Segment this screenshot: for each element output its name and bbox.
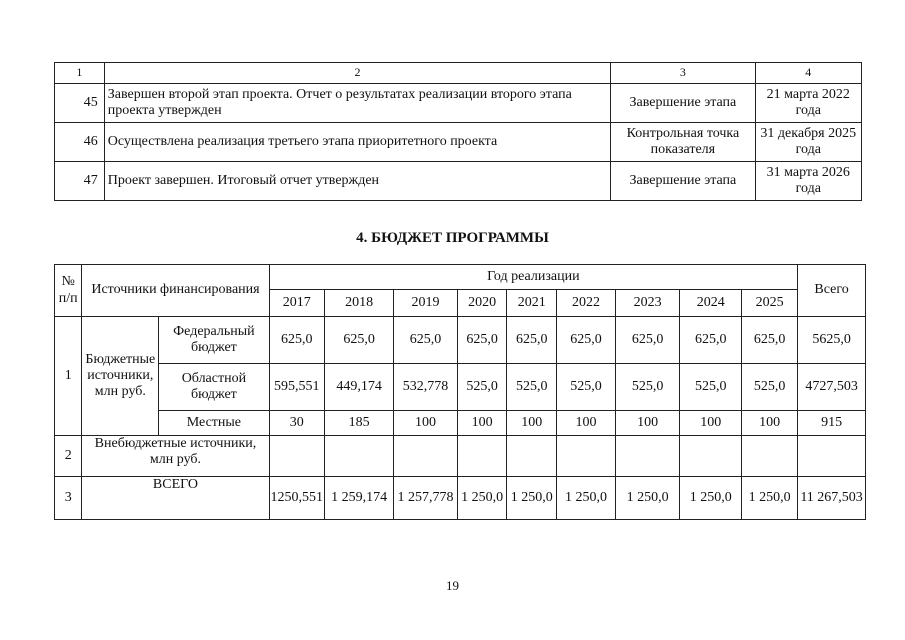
value-cell: 185 bbox=[325, 411, 394, 436]
value-cell: 1 250,0 bbox=[507, 477, 557, 520]
value-cell: 625,0 bbox=[457, 317, 507, 364]
milestone-type: Завершение этапа bbox=[611, 84, 755, 123]
total-header: Всего bbox=[798, 265, 866, 317]
value-cell: 1 250,0 bbox=[680, 477, 742, 520]
row-number: 47 bbox=[55, 162, 105, 201]
budget-table bbox=[54, 264, 866, 520]
year-header: 2023 bbox=[615, 290, 679, 317]
year-group-header: Год реализации bbox=[269, 265, 798, 290]
empty-cell bbox=[615, 436, 679, 477]
source-label: Федеральный бюджет bbox=[159, 317, 269, 364]
milestone-date: 31 декабря 2025 года bbox=[755, 123, 861, 162]
empty-cell bbox=[269, 436, 325, 477]
table-row bbox=[55, 317, 866, 364]
milestones-header-cell: 2 bbox=[104, 63, 611, 84]
milestones-header-row bbox=[55, 63, 862, 84]
table-row bbox=[55, 436, 866, 477]
value-cell: 30 bbox=[269, 411, 325, 436]
grand-total-label: ВСЕГО bbox=[82, 477, 269, 520]
value-cell: 1 250,0 bbox=[457, 477, 507, 520]
milestones-header-cell: 4 bbox=[755, 63, 861, 84]
table-row bbox=[55, 162, 862, 201]
milestone-type: Завершение этапа bbox=[611, 162, 755, 201]
table-row bbox=[55, 477, 866, 520]
value-cell: 525,0 bbox=[507, 364, 557, 411]
page-number: 19 bbox=[446, 578, 459, 593]
value-cell: 1 250,0 bbox=[615, 477, 679, 520]
empty-cell bbox=[507, 436, 557, 477]
table-row bbox=[55, 364, 866, 411]
group-label: Бюджетные источники, млн руб. bbox=[82, 317, 159, 436]
milestone-text: Завершен второй этап проекта. Отчет о результатах реализации второго этапа проекта утвержден bbox=[104, 84, 611, 123]
year-header: 2021 bbox=[507, 290, 557, 317]
value-cell: 100 bbox=[742, 411, 798, 436]
empty-cell bbox=[742, 436, 798, 477]
row-number: 2 bbox=[55, 436, 82, 477]
year-header: 2024 bbox=[680, 290, 742, 317]
value-cell: 595,551 bbox=[269, 364, 325, 411]
budget-header-row bbox=[55, 265, 866, 290]
value-cell: 1 250,0 bbox=[742, 477, 798, 520]
value-cell: 100 bbox=[557, 411, 616, 436]
value-cell: 100 bbox=[507, 411, 557, 436]
year-header: 2017 bbox=[269, 290, 325, 317]
table-row bbox=[55, 123, 862, 162]
total-cell: 4727,503 bbox=[798, 364, 866, 411]
value-cell: 525,0 bbox=[615, 364, 679, 411]
value-cell: 625,0 bbox=[325, 317, 394, 364]
total-cell: 11 267,503 bbox=[798, 477, 866, 520]
milestones-header-cell: 1 bbox=[55, 63, 105, 84]
empty-cell bbox=[325, 436, 394, 477]
value-cell: 525,0 bbox=[680, 364, 742, 411]
milestones-header-cell: 3 bbox=[611, 63, 755, 84]
value-cell: 100 bbox=[457, 411, 507, 436]
year-header: 2022 bbox=[557, 290, 616, 317]
section-title: 4. БЮДЖЕТ ПРОГРАММЫ bbox=[356, 230, 549, 246]
year-header: 2019 bbox=[394, 290, 458, 317]
value-cell: 1 257,778 bbox=[394, 477, 458, 520]
value-cell: 625,0 bbox=[680, 317, 742, 364]
row-number: 46 bbox=[55, 123, 105, 162]
empty-cell bbox=[798, 436, 866, 477]
year-header: 2018 bbox=[325, 290, 394, 317]
total-cell: 5625,0 bbox=[798, 317, 866, 364]
value-cell: 449,174 bbox=[325, 364, 394, 411]
value-cell: 1 250,0 bbox=[557, 477, 616, 520]
milestone-text: Проект завершен. Итоговый отчет утвержден bbox=[104, 162, 611, 201]
milestones-table bbox=[54, 62, 862, 201]
value-cell: 1250,551 bbox=[269, 477, 325, 520]
empty-cell bbox=[680, 436, 742, 477]
value-cell: 532,778 bbox=[394, 364, 458, 411]
milestone-date: 21 марта 2022 года bbox=[755, 84, 861, 123]
value-cell: 100 bbox=[680, 411, 742, 436]
value-cell: 625,0 bbox=[742, 317, 798, 364]
row-number: 45 bbox=[55, 84, 105, 123]
value-cell: 625,0 bbox=[507, 317, 557, 364]
value-cell: 625,0 bbox=[557, 317, 616, 364]
year-header: 2020 bbox=[457, 290, 507, 317]
number-header: № п/п bbox=[55, 265, 82, 317]
year-header: 2025 bbox=[742, 290, 798, 317]
value-cell: 625,0 bbox=[615, 317, 679, 364]
row-number: 1 bbox=[55, 317, 82, 436]
sources-header: Источники финансирования bbox=[82, 265, 269, 317]
value-cell: 1 259,174 bbox=[325, 477, 394, 520]
table-row bbox=[55, 411, 866, 436]
milestone-date: 31 марта 2026 года bbox=[755, 162, 861, 201]
milestone-text: Осуществлена реализация третьего этапа приоритетного проекта bbox=[104, 123, 611, 162]
source-label: Областной бюджет bbox=[159, 364, 269, 411]
value-cell: 525,0 bbox=[557, 364, 616, 411]
empty-cell bbox=[457, 436, 507, 477]
source-label: Местные bbox=[159, 411, 269, 436]
total-cell: 915 bbox=[798, 411, 866, 436]
empty-cell bbox=[394, 436, 458, 477]
value-cell: 100 bbox=[615, 411, 679, 436]
empty-cell bbox=[557, 436, 616, 477]
extra-sources-label: Внебюджетные источники, млн руб. bbox=[82, 436, 269, 477]
value-cell: 625,0 bbox=[394, 317, 458, 364]
milestone-type: Контрольная точка показателя bbox=[611, 123, 755, 162]
value-cell: 525,0 bbox=[742, 364, 798, 411]
table-row bbox=[55, 84, 862, 123]
row-number: 3 bbox=[55, 477, 82, 520]
value-cell: 100 bbox=[394, 411, 458, 436]
value-cell: 625,0 bbox=[269, 317, 325, 364]
value-cell: 525,0 bbox=[457, 364, 507, 411]
